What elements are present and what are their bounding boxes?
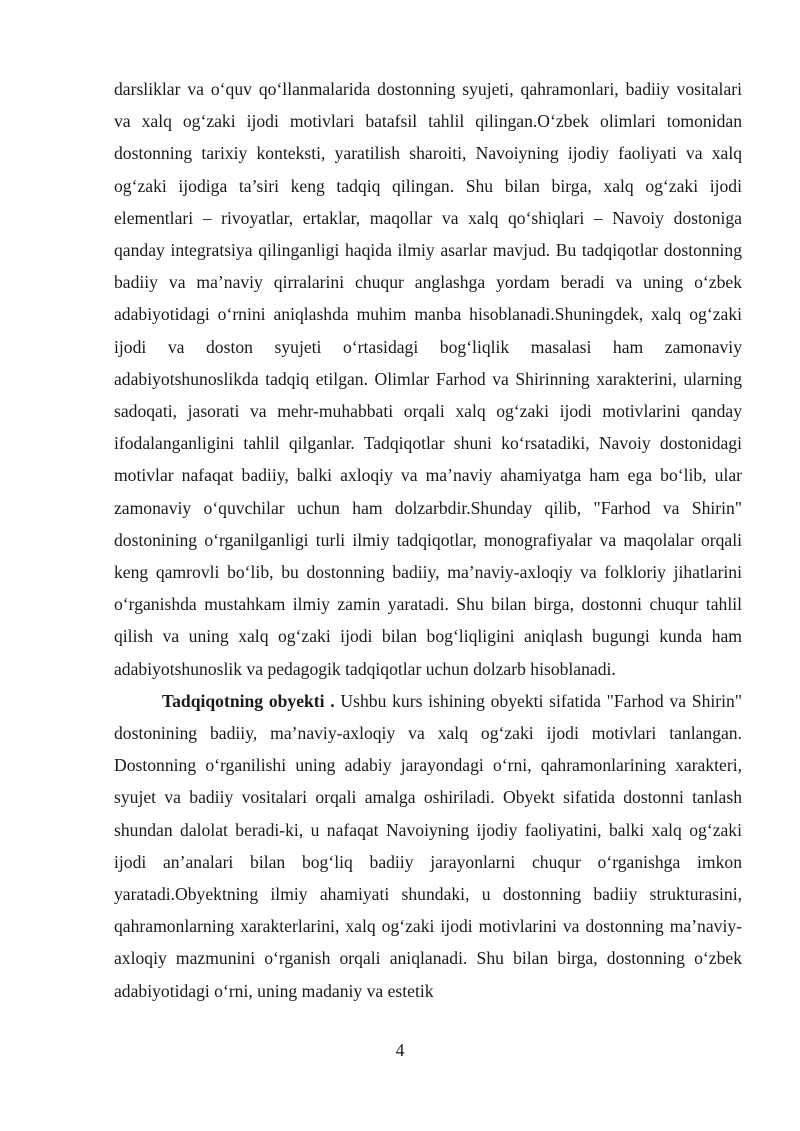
page-number: 4 [395, 1040, 405, 1060]
paragraph-research-object-body: Ushbu kurs ishining obyekti sifatida "Farhod va Shirin" dostonining badiiy, ma’naviy-axloqiy va xalq og‘zaki ijodi motivlari tanlangan. Dostonning o‘rganilishi uning adabiy jarayondagi o‘rni, qahramonlarining xarakteri, syujet va badiiy vositalari orqali amalga oshiriladi. Obyekt sifatida dostonni tanlash shundan dalolat beradi-ki, u nafaqat Navoiyning ijodiy faoliyatini, balki xalq og‘zaki ijodi an’analari bilan bog‘liq badiiy jarayonlarni chuqur o‘rganishga imkon yaratadi.Obyektning ilmiy ahamiyati shundaki, u dostonning badiiy strukturasini, qahramonlarning xarakterlarini, xalq og‘zaki ijodi motivlarini va dostonning ma’naviy-axloqiy mazmunini o‘rganish orqali aniqlanadi. Shu bilan birga, dostonning o‘zbek adabiyotidagi o‘rni, uning madaniy va estetik [114, 690, 742, 1001]
section-heading-research-object: Tadqiqotning obyekti . [162, 690, 335, 711]
body-text [114, 73, 742, 1007]
paragraph-literature-review: darsliklar va o‘quv qo‘llanmalarida dostonning syujeti, qahramonlari, badiiy vositalari va xalq og‘zaki ijodi motivlari batafsil tahlil qilingan.O‘zbek olimlari tomonidan dostonning tarixiy konteksti, yaratilish sharoiti, Navoiyning ijodiy faoliyati va xalq og‘zaki ijodiga ta’siri keng tadqiq qilingan. Shu bilan birga, xalq og‘zaki ijodi elementlari – rivoyatlar, ertaklar, maqollar va xalq qo‘shiqlari – Navoiy dostoniga qanday integratsiya qilinganligi haqida ilmiy asarlar mavjud. Bu tadqiqotlar dostonning badiiy va ma’naviy qirralarini chuqur anglashga yordam beradi va uning o‘zbek adabiyotidagi o‘rnini aniqlashda muhim manba hisoblanadi.Shuningdek, xalq og‘zaki ijodi va doston syujeti o‘rtasidagi bog‘liqlik masalasi ham zamonaviy adabiyotshunoslikda tadqiq etilgan. Olimlar Farhod va Shirinning xarakterini, ularning sadoqati, jasorati va mehr-muhabbati orqali xalq og‘zaki ijodi motivlarini qanday ifodalanganligini tahlil qilganlar. Tadqiqotlar shuni ko‘rsatadiki, Navoiy dostonidagi motivlar nafaqat badiiy, balki axloqiy va ma’naviy ahamiyatga ham ega bo‘lib, ular zamonaviy o‘quvchilar uchun ham dolzarbdir.Shunday qilib, "Farhod va Shirin" dostonining o‘rganilganligi turli ilmiy tadqiqotlar, monografiyalar va maqolalar orqali keng qamrovli bo‘lib, bu dostonning badiiy, ma’naviy-axloqiy va folkloriy jihatlarini o‘rganishda mustahkam ilmiy zamin yaratadi. Shu bilan birga, dostonni chuqur tahlil qilish va uning xalq og‘zaki ijodi bilan bog‘liqligini aniqlash bugungi kunda ham adabiyotshunoslik va pedagogik tadqiqotlar uchun dolzarb hisoblanadi. [114, 79, 742, 679]
paragraph-research-object [114, 685, 742, 1007]
